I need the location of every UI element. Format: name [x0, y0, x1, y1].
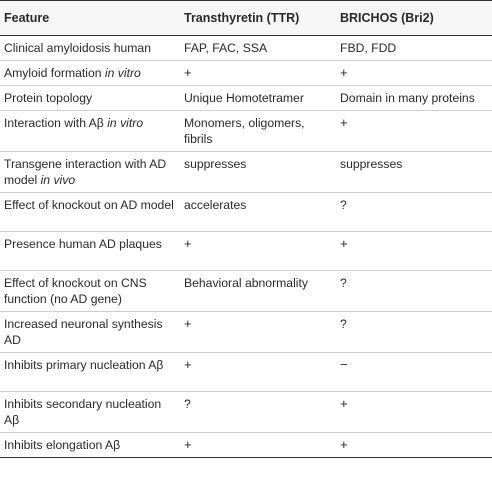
ttr-cell: +	[180, 61, 336, 86]
brichos-cell: Domain in many proteins	[336, 86, 492, 111]
brichos-cell: FBD, FDD	[336, 36, 492, 61]
ttr-cell: +	[180, 433, 336, 458]
ttr-cell: +	[180, 312, 336, 353]
table-row	[0, 232, 492, 271]
feature-cell: Inhibits primary nucleation Aβ	[0, 353, 180, 392]
brichos-cell: ?	[336, 271, 492, 312]
feature-cell: Inhibits secondary nucleation Aβ	[0, 392, 180, 433]
table-row	[0, 433, 492, 458]
table-row	[0, 86, 492, 111]
feature-cell: Protein topology	[0, 86, 180, 111]
feature-text: Amyloid formation	[4, 66, 105, 80]
feature-italic-text: in vivo	[40, 173, 76, 187]
brichos-cell: +	[336, 392, 492, 433]
table-header	[0, 1, 492, 36]
table-row	[0, 36, 492, 61]
brichos-cell: +	[336, 232, 492, 271]
feature-cell: Clinical amyloidosis human	[0, 36, 180, 61]
feature-cell	[0, 152, 180, 193]
ttr-cell: ?	[180, 392, 336, 433]
brichos-cell: +	[336, 111, 492, 152]
ttr-cell: Monomers, oligomers, fibrils	[180, 111, 336, 152]
header-row	[0, 1, 492, 36]
header-ttr: Transthyretin (TTR)	[180, 1, 336, 36]
feature-cell	[0, 61, 180, 86]
brichos-cell: −	[336, 353, 492, 392]
feature-cell	[0, 111, 180, 152]
feature-cell: Inhibits elongation Aβ	[0, 433, 180, 458]
feature-text: Transgene interaction with AD model	[4, 157, 167, 187]
ttr-cell: Unique Homotetramer	[180, 86, 336, 111]
brichos-cell: +	[336, 433, 492, 458]
table-row	[0, 111, 492, 152]
brichos-cell: +	[336, 61, 492, 86]
ttr-cell: suppresses	[180, 152, 336, 193]
ttr-cell: accelerates	[180, 193, 336, 232]
table-body	[0, 36, 492, 458]
ttr-cell: +	[180, 232, 336, 271]
feature-italic-text: in vitro	[104, 66, 141, 80]
table-row	[0, 61, 492, 86]
feature-text: Interaction with Aβ	[4, 116, 108, 130]
brichos-cell: suppresses	[336, 152, 492, 193]
table-row	[0, 353, 492, 392]
feature-italic-text: in vitro	[107, 116, 144, 130]
table-row	[0, 271, 492, 312]
table-row	[0, 152, 492, 193]
feature-cell: Increased neuronal synthesis AD	[0, 312, 180, 353]
table-row	[0, 312, 492, 353]
feature-cell: Effect of knockout on AD model	[0, 193, 180, 232]
ttr-cell: +	[180, 353, 336, 392]
ttr-cell: Behavioral abnormality	[180, 271, 336, 312]
header-brichos: BRICHOS (Bri2)	[336, 1, 492, 36]
feature-cell: Effect of knockout on CNS function (no AD gene)	[0, 271, 180, 312]
header-feature: Feature	[0, 1, 180, 36]
table-row	[0, 392, 492, 433]
table-row	[0, 193, 492, 232]
ttr-cell: FAP, FAC, SSA	[180, 36, 336, 61]
brichos-cell: ?	[336, 193, 492, 232]
feature-cell: Presence human AD plaques	[0, 232, 180, 271]
brichos-cell: ?	[336, 312, 492, 353]
